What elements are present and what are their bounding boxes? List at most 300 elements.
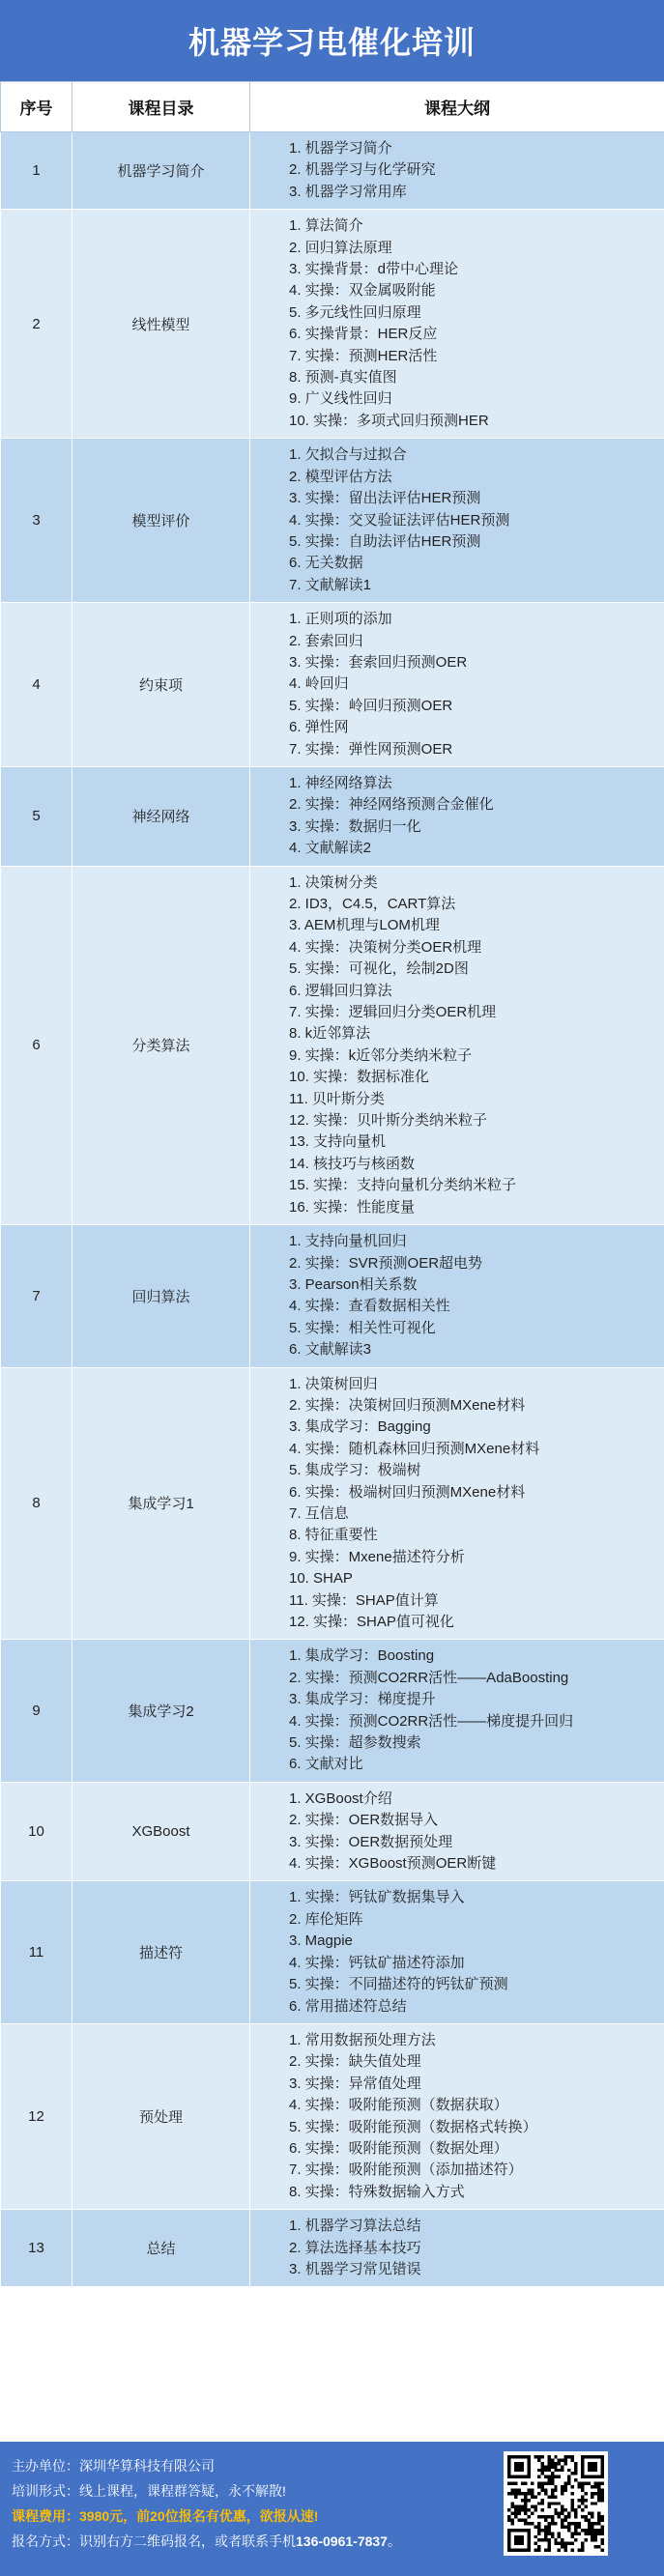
course-outline (250, 1640, 664, 1782)
qr-module (521, 2469, 524, 2472)
qr-module (567, 2529, 570, 2532)
qr-module (567, 2469, 570, 2472)
outline-item: 14. 核技巧与核函数 (289, 1155, 416, 1172)
qr-module (547, 2458, 550, 2461)
qr-module (574, 2525, 577, 2528)
qr-module (507, 2515, 510, 2518)
qr-module (528, 2492, 531, 2495)
qr-module (554, 2455, 557, 2458)
qr-module (558, 2502, 561, 2504)
qr-module (547, 2455, 550, 2458)
qr-module (540, 2485, 543, 2488)
qr-module (594, 2455, 597, 2458)
qr-module (528, 2515, 531, 2518)
outline-item: 12. 实操：贝叶斯分类纳米粒子 (289, 1112, 488, 1130)
outline-item: 6. 弹性网 (289, 719, 349, 736)
qr-module (558, 2458, 561, 2461)
qr-module (561, 2492, 563, 2495)
qr-module (517, 2538, 520, 2541)
qr-module (510, 2482, 513, 2485)
qr-module (534, 2505, 537, 2508)
outline-item: 1. 实操：钙钛矿数据集导入 (289, 1889, 465, 1906)
qr-module (554, 2462, 557, 2465)
outline-item: 2. 机器学习与化学研究 (289, 161, 436, 179)
outline-item: 5. 多元线性回归原理 (289, 303, 421, 321)
fee-value: 3980元，前20位报名有优惠，欲报从速! (79, 2508, 319, 2524)
outline-item: 2. 库伦矩阵 (289, 1910, 363, 1928)
qr-module (594, 2529, 597, 2532)
qr-module (517, 2462, 520, 2465)
outline-item: 5. 实操：岭回归预测OER (289, 697, 453, 714)
outline-item: 3. 机器学习常用库 (289, 183, 407, 200)
qr-module (574, 2465, 577, 2468)
outline-item: 4. 实操：钙钛矿描述符添加 (289, 1954, 465, 1971)
qr-module (594, 2476, 597, 2478)
qr-module (564, 2542, 567, 2545)
qr-module (588, 2469, 591, 2472)
outline-item: 6. 实操：极端树回归预测MXene材料 (289, 1483, 526, 1501)
outline-item: 5. 实操：自助法评估HER预测 (289, 532, 481, 550)
table-row (1, 439, 664, 603)
qr-module (577, 2505, 580, 2508)
qr-module (544, 2476, 547, 2478)
qr-module (574, 2512, 577, 2515)
qr-module (514, 2455, 517, 2458)
qr-module (514, 2495, 517, 2498)
qr-module (558, 2532, 561, 2534)
qr-module (567, 2515, 570, 2518)
qr-module (514, 2469, 517, 2472)
qr-module (528, 2532, 531, 2534)
qr-module (521, 2508, 524, 2511)
qr-module (537, 2522, 540, 2525)
qr-module (577, 2482, 580, 2485)
qr-module (564, 2485, 567, 2488)
qr-module (537, 2549, 540, 2552)
qr-module (601, 2549, 604, 2552)
qr-module (517, 2492, 520, 2495)
organizer-value: 深圳华算科技有限公司 (79, 2458, 215, 2474)
qr-module (597, 2488, 600, 2491)
qr-module (517, 2469, 520, 2472)
outline-item: 1. 机器学习简介 (289, 140, 392, 157)
table-row (1, 866, 664, 1225)
qr-module (574, 2508, 577, 2511)
qr-module (581, 2529, 584, 2532)
outline-item: 8. 实操：特殊数据输入方式 (289, 2183, 465, 2200)
qr-module (540, 2508, 543, 2511)
qr-module (554, 2512, 557, 2515)
outline-list (289, 138, 654, 203)
qr-module (567, 2476, 570, 2478)
qr-module (521, 2542, 524, 2545)
signup-label: 报名方式： (12, 2533, 79, 2549)
outline-item: 1. 常用数据预处理方法 (289, 2031, 436, 2048)
qr-module (564, 2458, 567, 2461)
outline-item: 4. 实操：XGBoost预测OER断键 (289, 1855, 497, 1873)
qr-module (581, 2485, 584, 2488)
footer (0, 2442, 664, 2576)
qr-module (558, 2515, 561, 2518)
qr-module (521, 2455, 524, 2458)
qr-module (567, 2455, 570, 2458)
outline-item: 1. 决策树分类 (289, 873, 378, 891)
outline-item: 1. 神经网络算法 (289, 774, 392, 791)
qr-module (597, 2515, 600, 2518)
qr-module (574, 2478, 577, 2481)
course-outline (250, 766, 664, 866)
outline-item: 13. 支持向量机 (289, 1133, 387, 1151)
course-outline (250, 439, 664, 603)
qr-module (591, 2532, 593, 2534)
qr-module (517, 2512, 520, 2515)
qr-module (574, 2472, 577, 2475)
outline-list (289, 1789, 654, 1875)
qr-module (577, 2532, 580, 2534)
qr-module (547, 2532, 550, 2534)
qr-module (537, 2492, 540, 2495)
organizer-label: 主办单位： (12, 2458, 79, 2474)
qr-module (517, 2549, 520, 2552)
outline-item: 1. 集成学习：Boosting (289, 1647, 435, 1665)
qr-module (537, 2502, 540, 2504)
qr-module (591, 2455, 593, 2458)
signup-end: 。 (387, 2533, 401, 2549)
qr-module (517, 2488, 520, 2491)
qr-module (528, 2458, 531, 2461)
outline-item: 3. Pearson相关系数 (289, 1275, 418, 1293)
course-outline (250, 1367, 664, 1640)
qr-module (581, 2499, 584, 2502)
outline-list (289, 2216, 654, 2280)
qr-module (597, 2522, 600, 2525)
qr-module (597, 2492, 600, 2495)
outline-item: 7. 互信息 (289, 1504, 349, 1522)
qr-module (531, 2522, 534, 2525)
qr-module (574, 2529, 577, 2532)
table-row (1, 1881, 664, 2023)
qr-module (507, 2476, 510, 2478)
qr-module (544, 2529, 547, 2532)
qr-module (601, 2482, 604, 2485)
header-num: 序号 (1, 82, 72, 132)
outline-item: 3. 实操：异常值处理 (289, 2075, 421, 2092)
qr-module (554, 2538, 557, 2541)
qr-module (547, 2476, 550, 2478)
qr-module (524, 2529, 527, 2532)
qr-module (531, 2495, 534, 2498)
qr-module (514, 2508, 517, 2511)
qr-module (588, 2455, 591, 2458)
outline-item: 1. XGBoost介绍 (289, 1789, 392, 1807)
outline-item: 1. 支持向量机回归 (289, 1233, 407, 1250)
qr-module (517, 2508, 520, 2511)
course-outline (250, 2210, 664, 2287)
qr-module (601, 2462, 604, 2465)
qr-module (537, 2515, 540, 2518)
qr-module (537, 2532, 540, 2534)
qr-module (594, 2485, 597, 2488)
qr-module (564, 2545, 567, 2548)
qr-module (524, 2476, 527, 2478)
qr-module (591, 2525, 593, 2528)
outline-item: 11. 实操：SHAP值计算 (289, 1591, 439, 1609)
course-name: 分类算法 (72, 866, 250, 1225)
qr-module (540, 2515, 543, 2518)
qr-module (528, 2476, 531, 2478)
qr-module (558, 2476, 561, 2478)
qr-module (594, 2465, 597, 2468)
qr-module (584, 2505, 587, 2508)
qr-module (507, 2508, 510, 2511)
course-name: 机器学习简介 (72, 132, 250, 210)
qr-module (588, 2519, 591, 2522)
qr-module (507, 2542, 510, 2545)
qr-module (537, 2469, 540, 2472)
qr-module (581, 2462, 584, 2465)
outline-item: 10. 实操：多项式回归预测HER (289, 412, 489, 429)
qr-module (551, 2488, 554, 2491)
qr-module (510, 2529, 513, 2532)
outline-item: 1. 欠拟合与过拟合 (289, 446, 407, 464)
qr-module (564, 2525, 567, 2528)
qr-module (531, 2492, 534, 2495)
qr-module (571, 2522, 574, 2525)
outline-item: 7. 实操：弹性网预测OER (289, 740, 453, 758)
qr-module (601, 2538, 604, 2541)
table-row (1, 1782, 664, 1881)
qr-module (588, 2482, 591, 2485)
qr-module (567, 2478, 570, 2481)
qr-module (597, 2532, 600, 2534)
qr-module (597, 2529, 600, 2532)
qr-module (561, 2512, 563, 2515)
qr-module (558, 2535, 561, 2538)
outline-item: 10. SHAP (289, 1570, 353, 1588)
qr-module (507, 2458, 510, 2461)
row-number: 5 (1, 766, 72, 866)
qr-module (544, 2538, 547, 2541)
qr-module (588, 2525, 591, 2528)
qr-module (547, 2522, 550, 2525)
outline-item: 5. 实操：相关性可视化 (289, 1319, 436, 1336)
qr-module (507, 2469, 510, 2472)
qr-module (571, 2542, 574, 2545)
qr-module (581, 2515, 584, 2518)
outline-list (289, 2030, 654, 2203)
qr-module (601, 2529, 604, 2532)
qr-module (571, 2485, 574, 2488)
qr-module (531, 2488, 534, 2491)
qr-module (564, 2508, 567, 2511)
fee-label: 课程费用： (12, 2508, 79, 2524)
qr-module (584, 2476, 587, 2478)
qr-module (514, 2482, 517, 2485)
outline-item: 3. 集成学习：Bagging (289, 1418, 431, 1436)
qr-module (591, 2515, 593, 2518)
outline-list (289, 873, 654, 1219)
qr-module (551, 2532, 554, 2534)
outline-item: 4. 岭回归 (289, 675, 349, 693)
qr-module (588, 2532, 591, 2534)
qr-module (581, 2542, 584, 2545)
qr-module (528, 2462, 531, 2465)
outline-item: 6. 常用描述符总结 (289, 1997, 407, 2015)
qr-module (584, 2492, 587, 2495)
row-number: 10 (1, 1782, 72, 1881)
qr-module (584, 2519, 587, 2522)
title-bar (0, 0, 664, 81)
header-outline: 课程大纲 (250, 82, 664, 132)
qr-module (584, 2515, 587, 2518)
qr-module (524, 2512, 527, 2515)
qr-module (531, 2482, 534, 2485)
qr-module (551, 2465, 554, 2468)
qr-module (561, 2545, 563, 2548)
outline-item: 8. k近邻算法 (289, 1025, 371, 1043)
qr-module (514, 2515, 517, 2518)
qr-module (528, 2455, 531, 2458)
qr-module (517, 2519, 520, 2522)
qr-module (554, 2542, 557, 2545)
qr-module (577, 2525, 580, 2528)
qr-module (551, 2462, 554, 2465)
qr-module (584, 2529, 587, 2532)
qr-module (577, 2549, 580, 2552)
qr-module (601, 2472, 604, 2475)
qr-module (510, 2476, 513, 2478)
table-row (1, 2210, 664, 2287)
outline-item: 1. 正则项的添加 (289, 611, 392, 628)
qr-module (561, 2508, 563, 2511)
course-name: 模型评价 (72, 439, 250, 603)
qr-module (547, 2469, 550, 2472)
qr-module (521, 2492, 524, 2495)
outline-item: 9. 实操：Mxene描述符分析 (289, 1548, 465, 1565)
qr-module (528, 2472, 531, 2475)
qr-module (544, 2492, 547, 2495)
outline-item: 4. 实操：查看数据相关性 (289, 1298, 450, 1315)
qr-module (517, 2455, 520, 2458)
course-outline (250, 1881, 664, 2023)
qr-module (537, 2455, 540, 2458)
qr-module (521, 2462, 524, 2465)
qr-module (510, 2519, 513, 2522)
outline-item: 3. 实操：留出法评估HER预测 (289, 490, 481, 507)
qr-module (601, 2458, 604, 2461)
course-outline (250, 210, 664, 439)
qr-module (551, 2458, 554, 2461)
qr-module (597, 2519, 600, 2522)
qr-module (554, 2495, 557, 2498)
outline-item: 2. 实操：神经网络预测合金催化 (289, 796, 494, 814)
qr-module (540, 2499, 543, 2502)
qr-module (554, 2502, 557, 2504)
qr-module (547, 2542, 550, 2545)
qr-module (564, 2482, 567, 2485)
qr-module (588, 2476, 591, 2478)
qr-module (571, 2499, 574, 2502)
qr-module (588, 2462, 591, 2465)
qr-module (521, 2505, 524, 2508)
qr-module (540, 2455, 543, 2458)
table-row (1, 766, 664, 866)
qr-module (514, 2538, 517, 2541)
qr-module (534, 2495, 537, 2498)
qr-module (507, 2492, 510, 2495)
outline-item: 9. 广义线性回归 (289, 390, 392, 408)
course-outline (250, 603, 664, 767)
qr-module (581, 2545, 584, 2548)
qr-module (514, 2465, 517, 2468)
qr-module (540, 2465, 543, 2468)
outline-item: 2. 实操：OER数据导入 (289, 1812, 439, 1829)
outline-item: 2. 实操：缺失值处理 (289, 2053, 421, 2071)
qr-module (510, 2455, 513, 2458)
qr-module (507, 2535, 510, 2538)
outline-item: 1. 算法简介 (289, 217, 363, 235)
qr-module (534, 2549, 537, 2552)
qr-module (540, 2482, 543, 2485)
qr-module (524, 2522, 527, 2525)
qr-module (517, 2505, 520, 2508)
qr-module (591, 2485, 593, 2488)
qr-module (554, 2485, 557, 2488)
qr-module (544, 2482, 547, 2485)
qr-module (597, 2512, 600, 2515)
qr-code-icon[interactable] (504, 2451, 608, 2556)
course-name: 神经网络 (72, 766, 250, 866)
qr-module (537, 2529, 540, 2532)
footer-info (12, 2453, 401, 2554)
outline-item: 3. 实操：套索回归预测OER (289, 653, 468, 671)
outline-item: 4. 实操：随机森林回归预测MXene材料 (289, 1440, 540, 1457)
qr-module (597, 2485, 600, 2488)
outline-item: 3. Magpie (289, 1932, 353, 1950)
qr-module (564, 2515, 567, 2518)
outline-item: 4. 文献解读2 (289, 840, 372, 857)
qr-module (547, 2495, 550, 2498)
qr-module (581, 2482, 584, 2485)
table-body (1, 132, 664, 2287)
course-outline (250, 2023, 664, 2209)
outline-list (289, 773, 654, 860)
qr-module (528, 2545, 531, 2548)
qr-module (517, 2529, 520, 2532)
qr-module (591, 2476, 593, 2478)
qr-module (554, 2508, 557, 2511)
qr-module (574, 2515, 577, 2518)
outline-item: 6. 文献解读3 (289, 1341, 372, 1359)
qr-module (551, 2478, 554, 2481)
qr-module (537, 2458, 540, 2461)
qr-module (510, 2502, 513, 2504)
qr-module (510, 2522, 513, 2525)
course-outline (250, 1225, 664, 1367)
qr-module (574, 2469, 577, 2472)
course-outline (250, 866, 664, 1225)
outline-item: 7. 实操：逻辑回归分类OER机理 (289, 1004, 497, 1021)
table-row (1, 132, 664, 210)
outline-item: 2. 套索回归 (289, 632, 363, 649)
qr-module (601, 2515, 604, 2518)
qr-module (601, 2499, 604, 2502)
qr-module (551, 2502, 554, 2504)
qr-module (547, 2529, 550, 2532)
qr-module (591, 2462, 593, 2465)
qr-module (524, 2495, 527, 2498)
signup-text: 识别右方二维码报名，或者联系手机 (79, 2533, 296, 2549)
